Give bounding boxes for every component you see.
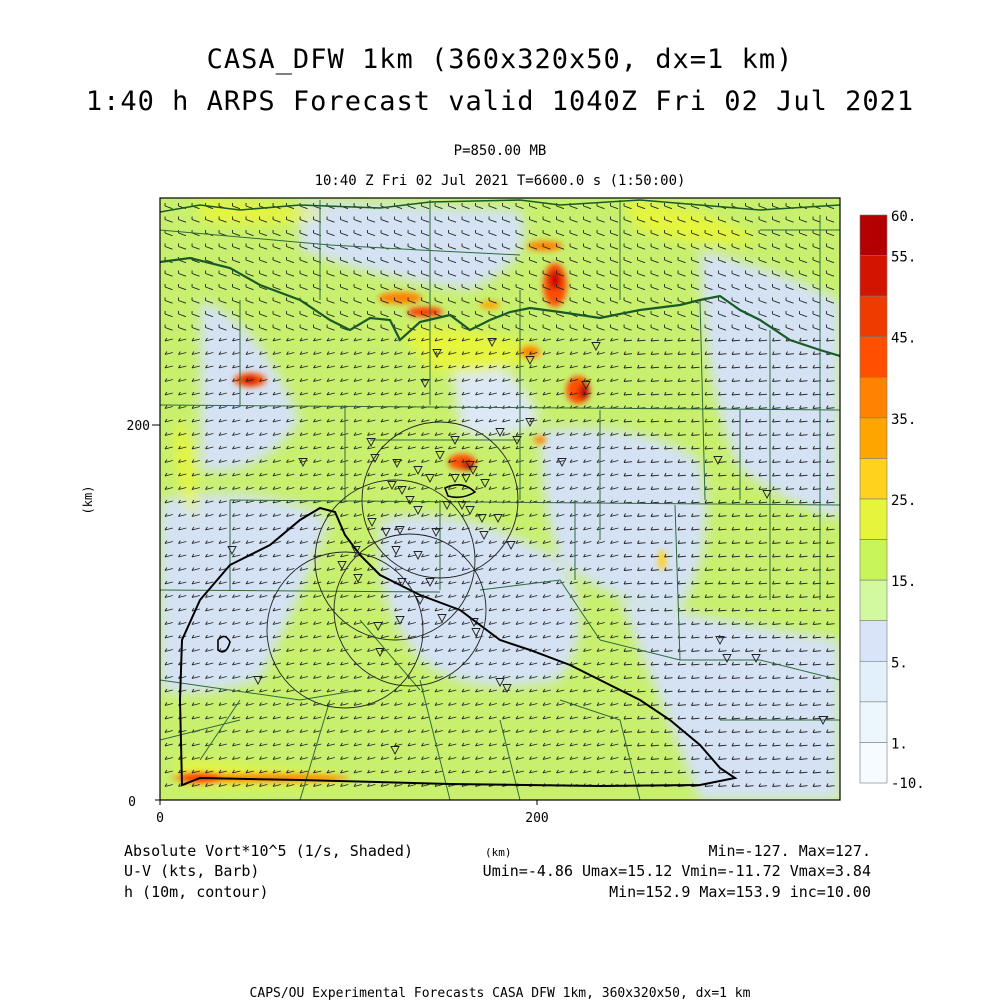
- stats-wind: Umin=-4.86 Umax=15.12 Vmin=-11.72 Vmax=3.84: [482, 862, 871, 880]
- colorbar-label: 15.: [891, 574, 917, 591]
- colorbar-swatch: [860, 621, 887, 662]
- footer-credit: CAPS/OU Experimental Forecasts CASA DFW 1km, 360x320x50, dx=1 km: [249, 986, 751, 1001]
- colorbar-label: -10.: [891, 776, 925, 792]
- colorbar-swatch: [860, 256, 887, 297]
- colorbar-swatch: [860, 580, 887, 621]
- title-line-1: CASA_DFW 1km (360x320x50, dx=1 km): [206, 44, 794, 75]
- colorbar-label: 5.: [891, 655, 908, 672]
- title-line-2: 1:40 h ARPS Forecast valid 1040Z Fri 02 Jul 2021: [85, 86, 915, 117]
- colorbar-swatch: [860, 296, 887, 337]
- colorbar-swatch: [860, 458, 887, 499]
- x-axis-label: (km): [485, 846, 512, 859]
- colorbar-label: 45.: [891, 330, 917, 347]
- colorbar-swatch: [860, 377, 887, 418]
- y-tick-label: 200: [126, 419, 150, 434]
- colorbar-swatch: [860, 418, 887, 459]
- x-tick-label: 200: [525, 811, 549, 826]
- colorbar-swatch: [860, 337, 887, 378]
- colorbar-swatch: [860, 540, 887, 581]
- colorbar-swatch: [860, 661, 887, 702]
- colorbar-label: 1.: [891, 736, 908, 753]
- pressure-level: P=850.00 MB: [453, 143, 547, 159]
- colorbar-label: 60.: [891, 209, 917, 225]
- y-tick-label: 0: [128, 795, 136, 810]
- valid-time: 10:40 Z Fri 02 Jul 2021 T=6600.0 s (1:50:00): [314, 173, 686, 189]
- colorbar-swatch: [860, 702, 887, 743]
- colorbar-swatch: [860, 742, 887, 783]
- legend-field-shaded: Absolute Vort*10^5 (1/s, Shaded): [124, 842, 413, 860]
- color-scale: [860, 209, 925, 792]
- y-axis-label: (km): [81, 485, 95, 515]
- x-tick-label: 0: [156, 811, 164, 826]
- legend-field-contour: h (10m, contour): [124, 883, 269, 901]
- colorbar-label: 25.: [891, 493, 917, 509]
- colorbar-label: 35.: [891, 411, 917, 428]
- colorbar-label: 55.: [891, 249, 917, 266]
- stats-vorticity: Min=-127. Max=127.: [708, 842, 871, 860]
- stats-height: Min=152.9 Max=153.9 inc=10.00: [609, 883, 871, 901]
- colorbar-swatch: [860, 499, 887, 540]
- colorbar-swatch: [860, 215, 887, 256]
- legend-field-barb: U-V (kts, Barb): [124, 862, 260, 880]
